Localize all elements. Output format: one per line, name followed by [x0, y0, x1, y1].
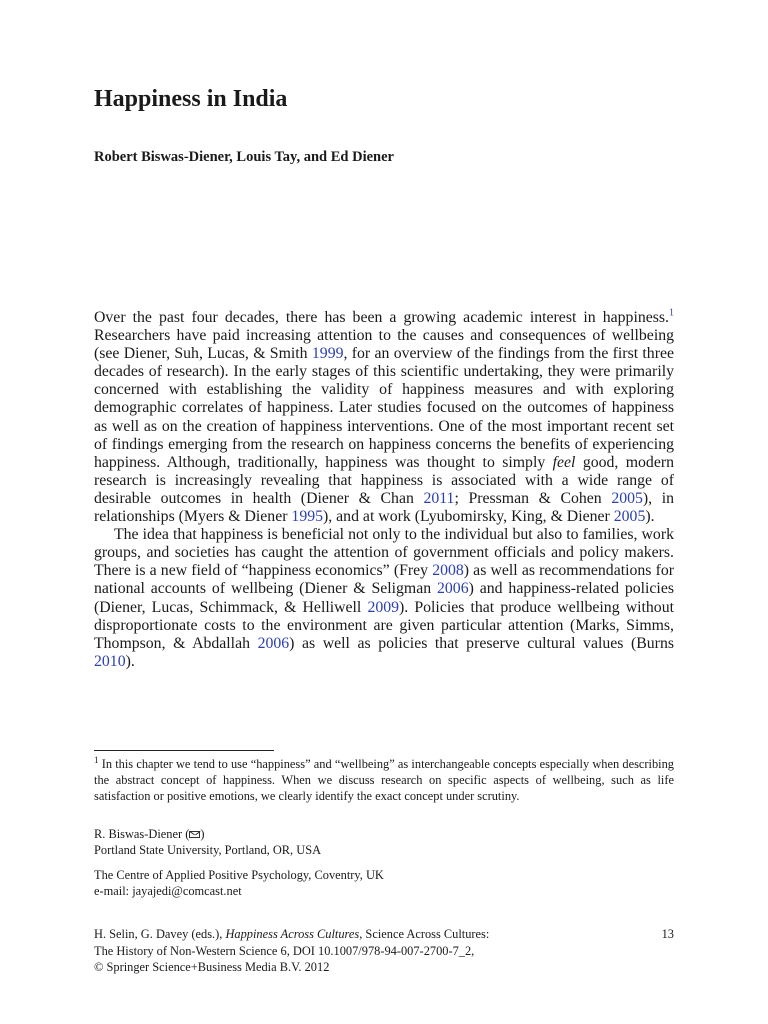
author-name-close: ): [200, 827, 205, 841]
publication-info: [94, 926, 594, 976]
chapter-authors: Robert Biswas-Diener, Louis Tay, and Ed Diener: [94, 149, 394, 165]
text-run: ), in relationships (Myers & Diener: [94, 489, 674, 526]
corresponding-author: [94, 826, 674, 842]
text-run: Over the past four decades, there has been a growing academic interest in happiness.: [94, 309, 669, 326]
envelope-icon[interactable]: [189, 831, 200, 838]
citation-link[interactable]: 2008: [432, 562, 464, 580]
citation-link[interactable]: 2010: [94, 652, 126, 670]
text-run: ) as well as policies that preserve cultural values (Burns: [289, 634, 674, 652]
chapter-title: Happiness in India: [94, 86, 288, 112]
text-run: ).: [645, 508, 655, 526]
text-run: ) and happiness-related policies (Diener, Lucas, Schimmack, & Helliwell: [94, 580, 674, 616]
text-run: ). Policies that produce wellbeing without disproportionate costs to the environment are given particular attention (Marks, Simms, Thompson, & Abdallah: [94, 598, 674, 652]
series: , Science Across Cultures:: [359, 927, 490, 941]
publication-line-2: The History of Non-Western Science 6, DOI 10.1007/978-94-007-2700-7_2,: [94, 943, 475, 958]
copyright: © Springer Science+Business Media B.V. 2012: [94, 960, 330, 974]
citation-link[interactable]: 1999: [311, 345, 344, 363]
footnote-ref[interactable]: 1: [669, 307, 674, 319]
author-name: R. Biswas-Diener (: [94, 827, 190, 841]
body-text: [94, 309, 674, 671]
paragraph-1: [94, 309, 674, 526]
page-number: 13: [661, 927, 674, 941]
footnote-number: 1: [94, 754, 99, 765]
text-run: , for an overview of the findings from the first three decades of research). In the early stages of this scientific undertaking, they were primarily concerned with establishing the validity of happiness measures and with exploring demographic correlates of happiness. Later studies focused on the outcomes of happiness as well as on the creation of happiness interventions. One of the most important recent set of findings emerging from the research on happiness concerns the benefits of experiencing happiness. Although, traditionally, happiness was thought to simply: [94, 345, 674, 471]
author-affiliation-2: [94, 867, 674, 899]
citation-link[interactable]: 2005: [613, 508, 646, 526]
author-affiliation-1: [94, 826, 674, 858]
institution: The Centre of Applied Positive Psychology, Coventry, UK: [94, 868, 384, 882]
footnote: [94, 756, 674, 804]
citation-link[interactable]: 2006: [257, 634, 290, 652]
emphasis: feel: [552, 453, 576, 471]
citation-link[interactable]: 2005: [611, 489, 643, 507]
text-run: ) as well as recommendations for national accounts of wellbeing (Diener & Seligman: [94, 562, 674, 598]
text-run: Researchers have paid increasing attention to the causes and consequences of wellbeing (see Diener, Suh, Lucas, & Smith: [94, 327, 674, 363]
editors: H. Selin, G. Davey (eds.),: [94, 927, 226, 941]
email[interactable]: e-mail: jayajedi@comcast.net: [94, 884, 242, 898]
citation-link[interactable]: 2011: [423, 489, 455, 507]
text-run: ; Pressman & Cohen: [454, 489, 612, 507]
footnote-divider: [94, 750, 274, 751]
text-run: ), and at work (Lyubomirsky, King, & Diener: [323, 508, 614, 526]
text-run: The idea that happiness is beneficial not only to the individual but also to families, work groups, and societies has caught the attention of government officials and policy makers. There is a new field of “happiness economics” (Frey: [94, 526, 674, 580]
citation-link[interactable]: 1995: [291, 508, 324, 526]
text-run: good, modern research is increasingly revealing that happiness is associated with a wide range of desirable outcomes in health (Diener & Chan: [94, 453, 674, 507]
book-title: Happiness Across Cultures: [225, 927, 360, 941]
text-run: ).: [125, 652, 135, 670]
paragraph-2: [94, 526, 674, 671]
publication-line-1: [94, 926, 594, 943]
citation-link[interactable]: 2006: [437, 580, 469, 598]
institution: Portland State University, Portland, OR, USA: [94, 843, 322, 857]
citation-link[interactable]: 2009: [367, 598, 400, 616]
footnote-text: In this chapter we tend to use “happiness” and “wellbeing” as interchangeable concepts especially when describing the abstract concept of happiness. When we discuss research on specific aspects of wellbeing, such as life satisfaction or positive emotions, we clearly identify the exact concept under scrutiny.: [94, 757, 674, 803]
